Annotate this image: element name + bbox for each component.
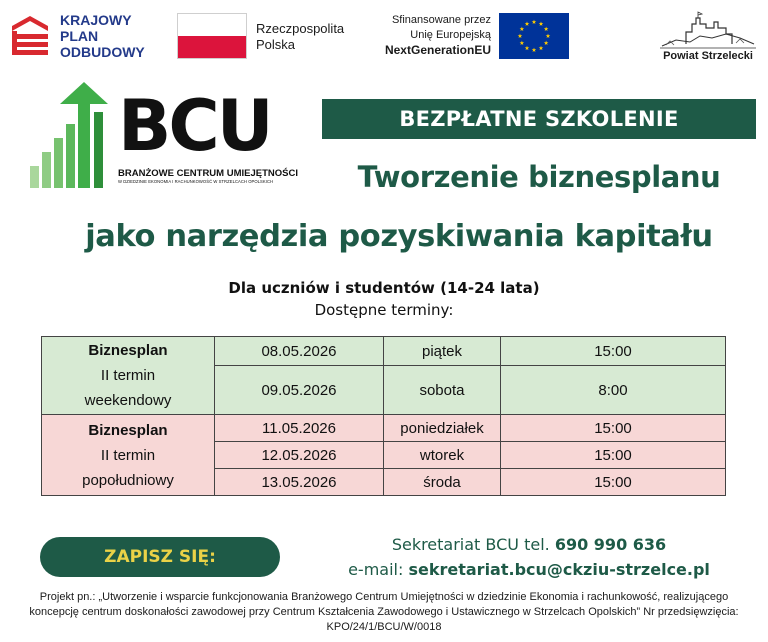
rp-line-2: Polska bbox=[256, 37, 296, 52]
group-cell-weekend bbox=[42, 337, 215, 415]
day-cell: środa bbox=[384, 469, 501, 496]
eu-flag-icon bbox=[499, 13, 569, 59]
eu-line-2: Unię Europejską bbox=[410, 29, 491, 41]
growth-chart-icon bbox=[28, 80, 114, 190]
table-row bbox=[42, 415, 726, 442]
eu-funding-text bbox=[368, 13, 491, 58]
date-cell: 12.05.2026 bbox=[215, 442, 384, 469]
kpo-logo-text bbox=[60, 12, 145, 60]
poland-flag-icon bbox=[177, 13, 247, 59]
powiat-label: Powiat Strzelecki bbox=[663, 50, 753, 62]
kpo-logo bbox=[10, 12, 160, 64]
table-row bbox=[42, 337, 726, 366]
castle-icon bbox=[656, 10, 760, 50]
date-cell: 11.05.2026 bbox=[215, 415, 384, 442]
time-cell: 15:00 bbox=[501, 442, 726, 469]
schedule-table bbox=[41, 336, 726, 496]
group-term: II termin bbox=[100, 446, 156, 464]
eu-line-3: NextGenerationEU bbox=[384, 43, 491, 57]
title-line-2: jako narzędzia pozyskiwania kapitału bbox=[85, 219, 713, 254]
phone-prefix: Sekretariat BCU tel. bbox=[391, 535, 550, 554]
time-cell: 15:00 bbox=[501, 337, 726, 366]
group-term: II termin bbox=[100, 367, 156, 384]
kpo-line-2: PLAN bbox=[60, 28, 99, 44]
date-cell: 08.05.2026 bbox=[215, 337, 384, 366]
group-type: popołudniowy bbox=[82, 471, 174, 489]
date-cell: 13.05.2026 bbox=[215, 469, 384, 496]
group-name: Biznesplan bbox=[88, 342, 168, 359]
group-type: weekendowy bbox=[84, 392, 172, 409]
day-cell: poniedziałek bbox=[384, 415, 501, 442]
day-cell: piątek bbox=[384, 337, 501, 366]
eu-line-1: Sfinansowane przez bbox=[391, 14, 491, 26]
day-cell: sobota bbox=[384, 366, 501, 415]
phone-number[interactable]: 690 990 636 bbox=[554, 535, 667, 554]
email-line bbox=[300, 558, 758, 582]
bcu-full-name: BRANŻOWE CENTRUM UMIEJĘTNOŚCI bbox=[118, 168, 298, 179]
email-prefix: e-mail: bbox=[348, 560, 404, 579]
audience-text: Dla uczniów i studentów (14-24 lata) bbox=[228, 279, 540, 297]
signup-button[interactable]: ZAPISZ SIĘ: bbox=[40, 537, 280, 577]
free-training-banner: BEZPŁATNE SZKOLENIE bbox=[322, 99, 756, 139]
rp-logo-text bbox=[256, 21, 344, 53]
kpo-mark-icon bbox=[10, 14, 50, 60]
project-note: Projekt pn.: „Utworzenie i wsparcie funkcjonowania Branżowego Centrum Umiejętności w dziedzinie Ekonomia i rachunkowość, realizującego koncepcję centrum doskonałości zawodowej przy Centrum Kształcenia Zawodowego i Ustawicznego w Strzelcach Opolskich” Nr przedsięwzięcia: KPO/24/1/BCU/W/0018 bbox=[29, 591, 739, 633]
time-cell: 8:00 bbox=[501, 366, 726, 415]
dates-label: Dostępne terminy: bbox=[314, 301, 454, 319]
group-name: Biznesplan bbox=[88, 421, 168, 439]
rp-line-1: Rzeczpospolita bbox=[256, 21, 345, 36]
powiat-logo bbox=[656, 10, 760, 66]
kpo-line-3: ODBUDOWY bbox=[60, 44, 145, 60]
bcu-subtitle: W DZIEDZINIE EKONOMIA I RACHUNKOWOŚĆ W STRZELCACH OPOLSKICH bbox=[118, 179, 274, 184]
group-cell-afternoon bbox=[42, 415, 215, 496]
email-link[interactable]: sekretariat.bcu@ckziu-strzelce.pl bbox=[408, 560, 710, 579]
phone-line bbox=[300, 533, 758, 557]
title-line-1: Tworzenie biznesplanu bbox=[357, 160, 721, 194]
day-cell: wtorek bbox=[384, 442, 501, 469]
date-cell: 09.05.2026 bbox=[215, 366, 384, 415]
time-cell: 15:00 bbox=[501, 469, 726, 496]
time-cell: 15:00 bbox=[501, 415, 726, 442]
kpo-line-1: KRAJOWY bbox=[60, 12, 132, 28]
bcu-wordmark: BCU bbox=[118, 85, 271, 167]
